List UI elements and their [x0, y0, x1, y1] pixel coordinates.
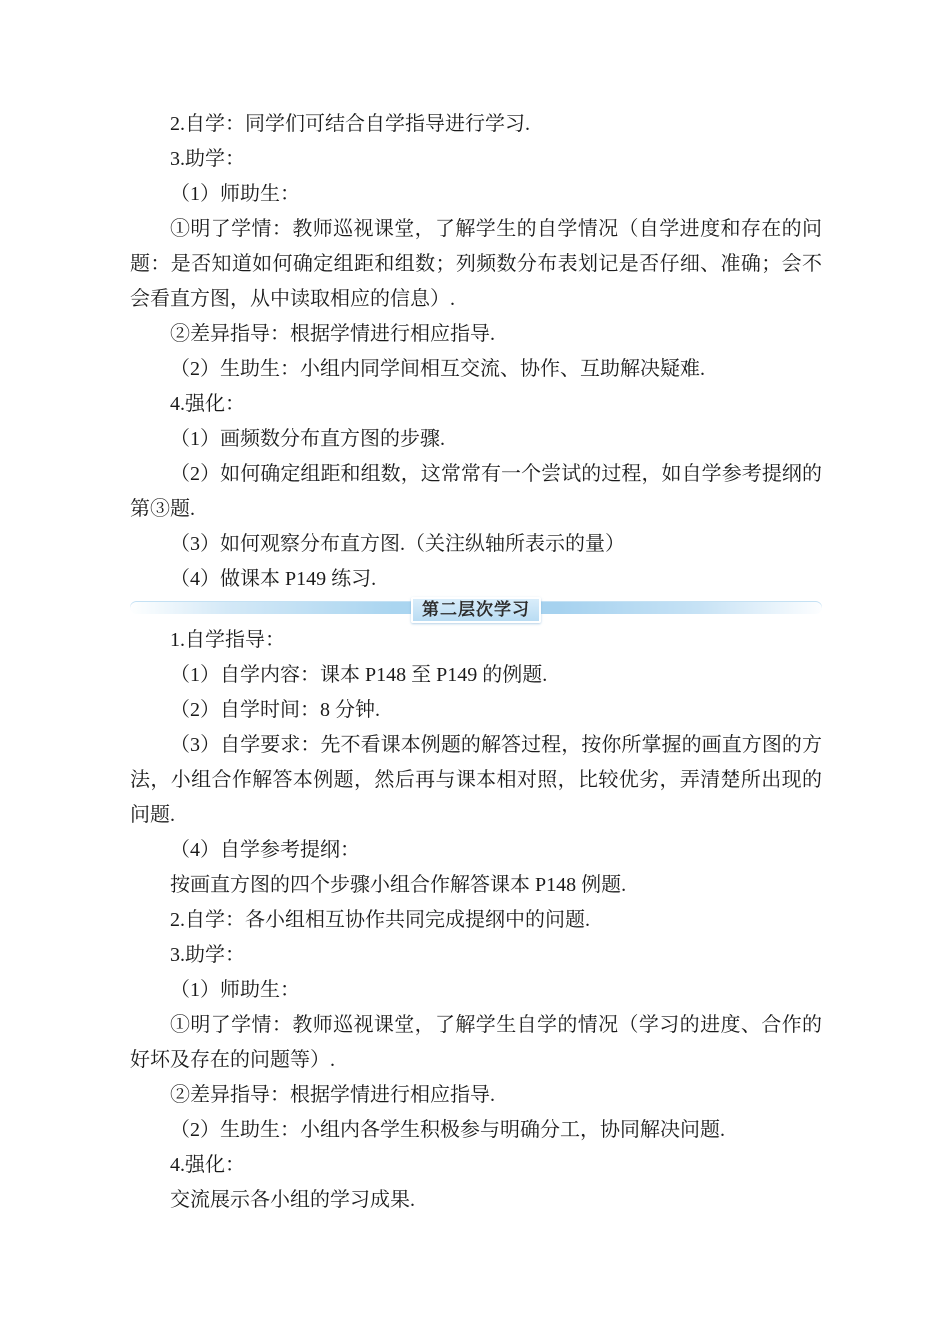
paragraph: （1）师助生：: [170, 979, 300, 1001]
paragraph: （2）如何确定组距和组数，这常常有一个尝试的过程，如自学参考提纲的第③题.: [130, 463, 822, 520]
lesson-section-1: [130, 0, 822, 597]
paragraph: （2）生助生：小组内同学间相互交流、协作、互助解决疑难.: [170, 358, 705, 380]
paragraph: （3）如何观察分布直方图.（关注纵轴所表示的量）: [170, 533, 625, 555]
paragraph: 交流展示各小组的学习成果.: [170, 1189, 415, 1211]
paragraph: 4.强化：: [170, 393, 245, 415]
paragraph: （1）师助生：: [170, 183, 300, 205]
paragraph: 1.自学指导：: [170, 629, 285, 651]
paragraph: 4.强化：: [170, 1154, 245, 1176]
paragraph: （1）自学内容：课本 P148 至 P149 的例题.: [170, 664, 548, 686]
paragraph: （2）生助生：小组内各学生积极参与明确分工，协同解决问题.: [170, 1119, 725, 1141]
paragraph: （4）自学参考提纲：: [170, 839, 360, 861]
paragraph: 3.助学：: [170, 944, 245, 966]
paragraph: ①明了学情：教师巡视课堂，了解学生的自学情况（自学进度和存在的问题：是否知道如何确定组距和组数；列频数分布表划记是否仔细、准确；会不会看直方图，从中读取相应的信息）.: [130, 218, 822, 310]
paragraph: 3.助学：: [170, 148, 245, 170]
paragraph: ②差异指导：根据学情进行相应指导.: [170, 1084, 495, 1106]
paragraph: （4）做课本 P149 练习.: [170, 568, 377, 590]
paragraph: 2.自学：同学们可结合自学指导进行学习.: [170, 113, 530, 135]
paragraph: （1）画频数分布直方图的步骤.: [170, 428, 445, 450]
section-divider: [130, 597, 822, 623]
lesson-section-2: [130, 623, 822, 1218]
paragraph: 2.自学：各小组相互协作共同完成提纲中的问题.: [170, 909, 590, 931]
paragraph: ①明了学情：教师巡视课堂，了解学生自学的情况（学习的进度、合作的好坏及存在的问题等）.: [130, 1014, 822, 1071]
paragraph: （3）自学要求：先不看课本例题的解答过程，按你所掌握的画直方图的方法，小组合作解答本例题，然后再与课本相对照，比较优劣，弄清楚所出现的问题.: [130, 734, 822, 826]
paragraph: （2）自学时间：8 分钟.: [170, 699, 380, 721]
document-page: [130, 0, 822, 1218]
divider-label: 第二层次学习: [411, 597, 541, 623]
paragraph: ②差异指导：根据学情进行相应指导.: [170, 323, 495, 345]
paragraph: 按画直方图的四个步骤小组合作解答课本 P148 例题.: [170, 874, 627, 896]
